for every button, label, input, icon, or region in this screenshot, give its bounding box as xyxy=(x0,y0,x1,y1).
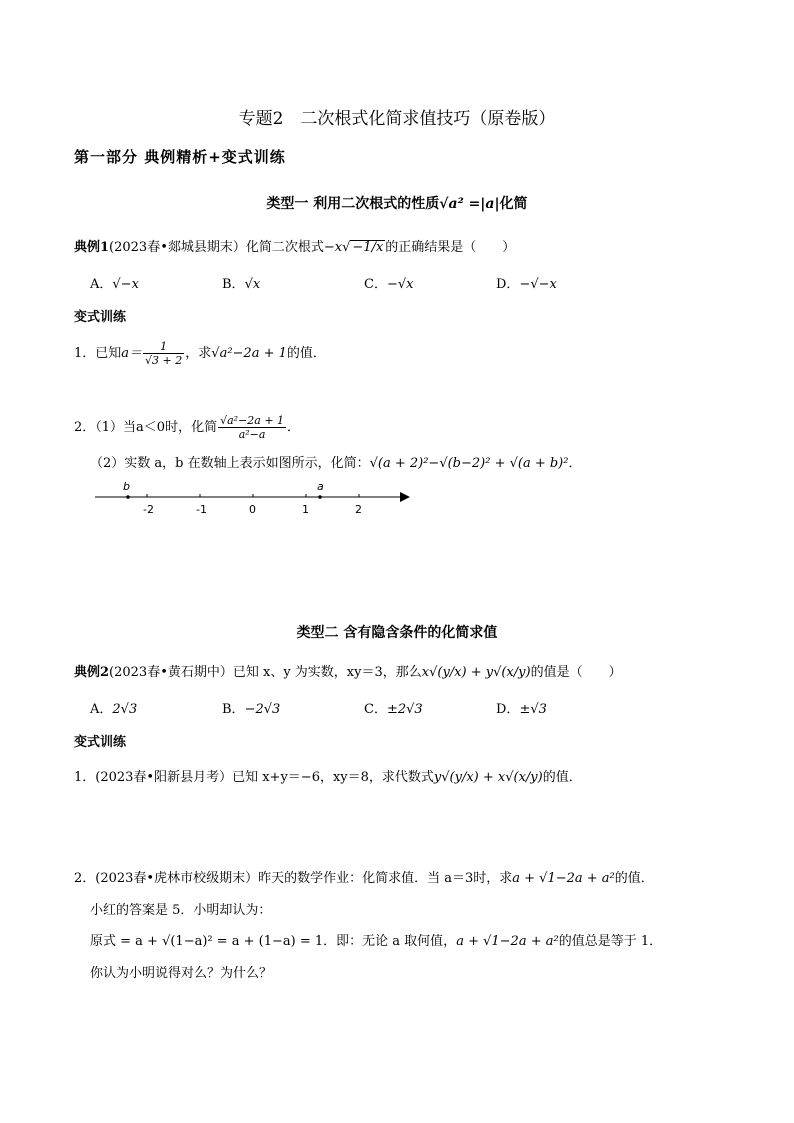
example-1: 典例1(2023春•郯城县期末）化简二次根式−x√ −1/x 的正确结果是（ ） xyxy=(74,240,516,255)
tick-label: -2 xyxy=(143,503,154,516)
question-2-1: 1．(2023春•阳新县月考）已知 x+y＝−6，xy＝8，求代数式y√(y/x) + x√(x/y)的值． xyxy=(74,770,582,785)
point-b-label: b xyxy=(123,480,130,493)
option-2d[interactable]: D．±√3 xyxy=(496,702,547,717)
tick-label: 0 xyxy=(249,503,256,516)
example-expr-prefix: −x xyxy=(323,240,343,255)
example-suffix: 的正确结果是（ ） xyxy=(385,240,516,255)
option-a[interactable]: A．√−x xyxy=(90,277,139,292)
point-b-dot xyxy=(126,495,130,499)
example-2: 典例2(2023春•黄石期中）已知 x、y 为实数，xy＝3，那么x√(y/x) + y√(x/y)的值是（ ） xyxy=(74,665,622,680)
question-2-2-line3: 原式 = a + √(1−a)² = a + (1−a) = 1．即：无论 a 取何值，a + √1−2a + a²的值总是等于 1． xyxy=(90,934,663,949)
tick-label: -1 xyxy=(196,503,207,516)
number-line-arrow xyxy=(400,492,410,502)
example-expr-radicand: −1/x xyxy=(352,240,384,255)
option-d[interactable]: D．−√−x xyxy=(496,277,557,292)
example-source: (2023春•郯城县期末）化简二次根式 xyxy=(109,240,324,255)
question-2-2: 2．(2023春•虎林市校级期末）昨天的数学作业：化简求值．当 a＝3时，求a + √1−2a + a²的值． xyxy=(74,871,654,886)
section-heading-type1 xyxy=(0,193,794,213)
option-2a[interactable]: A．2√3 xyxy=(90,702,138,717)
tick-label: 1 xyxy=(302,503,309,516)
point-a-dot xyxy=(318,495,322,499)
option-2b[interactable]: B．−2√3 xyxy=(222,702,281,717)
option-c[interactable]: C．−√x xyxy=(364,277,414,292)
example-label: 典例1 xyxy=(74,240,110,255)
point-a-label: a xyxy=(317,480,324,493)
option-b[interactable]: B．√x xyxy=(222,277,261,292)
section-heading-type2: 类型二 含有隐含条件的化简求值 xyxy=(296,625,498,641)
question-2-2-line2: 小红的答案是 5．小明却认为： xyxy=(90,903,272,918)
section-heading-formula: √a² =|a| xyxy=(439,196,500,212)
section-heading-prefix: 类型一 利用二次根式的性质 xyxy=(266,196,440,212)
tick-label: 2 xyxy=(355,503,362,516)
practice-label-1: 变式训练 xyxy=(74,310,127,325)
section-heading-suffix: 化简 xyxy=(499,196,528,212)
number-line xyxy=(90,476,420,521)
part-heading: 第一部分 典例精析+变式训练 xyxy=(74,148,286,166)
question-1-1: 1．已知a＝ $\frac{1}{√3 + 2}$ ，求√a²−2a + 1的值． xyxy=(74,340,326,367)
q1-fraction: $\frac{1}{√3 + 2}$ xyxy=(145,340,183,367)
q2-fraction: $\frac{\text{√a²−2a + 1}}{\text{a²−a}}$ xyxy=(220,414,285,441)
page-title: 专题2 二次根式化简求值技巧（原卷版） xyxy=(238,109,556,129)
question-2-2-line4: 你认为小明说得对么？为什么？ xyxy=(90,966,273,981)
practice-label-2: 变式训练 xyxy=(74,735,127,750)
option-2c[interactable]: C．±2√3 xyxy=(364,702,423,717)
question-1-2b: （2）实数 a，b 在数轴上表示如图所示，化简：√(a + 2)²−√(b−2)² + √(a + b)²． xyxy=(90,456,582,471)
question-1-2: 2．（1）当a＜0时，化简 $\frac{\text{√a²−2a + 1}}{\text{a²−a}}$ ． xyxy=(74,414,301,441)
